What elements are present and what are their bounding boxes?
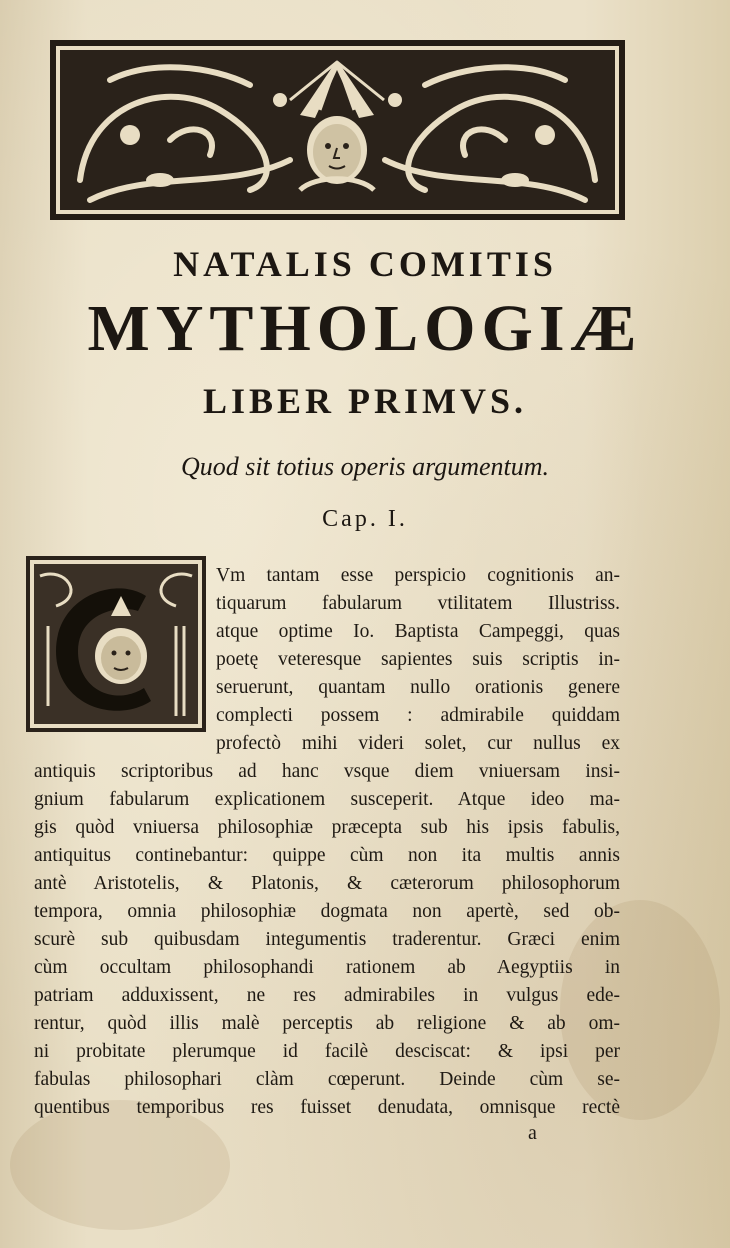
paper-stain: [10, 1100, 230, 1230]
catchword: a: [528, 1122, 537, 1144]
author-heading: NATALIS COMITIS: [173, 244, 557, 284]
body-line: seruerunt, quantam nullo orationis genere: [216, 677, 620, 698]
body-line: Vm tantam esse perspicio cognitionis an-: [216, 565, 620, 586]
chapter-heading: Cap. I.: [322, 506, 408, 532]
body-line: complecti possem : admirabile quiddam: [216, 705, 620, 726]
body-line: antiquitus continebantur: quippe cùm non ita multis annis: [34, 845, 620, 866]
body-line: atque optime Io. Baptista Campeggi, quas: [216, 621, 620, 642]
chapter-subtitle: Quod sit totius operis argumentum.: [180, 452, 550, 481]
body-line: scurè sub quibusdam integumentis traderentur. Græci enim: [34, 929, 620, 950]
ornamental-headpiece: [50, 40, 625, 220]
body-line: gnium fabularum explicationem susceperit. Atque ideo ma-: [34, 789, 620, 810]
body-line: ni probitate plerumque id facilè desciscat: & ipsi per: [34, 1041, 620, 1062]
body-line: fabulas philosophari clàm cœperunt. Deinde cùm se-: [34, 1069, 620, 1090]
body-line: patriam adduxissent, ne res admirabiles in vulgus ede-: [34, 985, 620, 1006]
body-line: antiquis scriptoribus ad hanc vsque diem vniuersam insi-: [34, 761, 620, 782]
body-line: rentur, quòd illis malè perceptis ab religione & ab om-: [34, 1013, 620, 1034]
body-line: profectò mihi videri solet, cur nullus ex: [216, 733, 620, 754]
decorated-initial-c: [26, 556, 206, 732]
body-line: antè Aristotelis, & Platonis, & cæterorum philosophorum: [34, 873, 620, 894]
body-line: tiquarum fabularum vtilitatem Illustriss.: [216, 593, 620, 614]
book-title: MYTHOLOGIÆ: [87, 292, 643, 365]
body-line: tempora, omnia philosophiæ dogmata non apertè, sed ob-: [34, 901, 620, 922]
body-line: poetę veteresque sapientes suis scriptis in-: [216, 649, 620, 670]
body-line: cùm occultam philosophandi rationem ab Aegyptiis in: [34, 957, 620, 978]
book-number: LIBER PRIMVS.: [202, 381, 528, 421]
body-line: gis quòd vniuersa philosophiæ præcepta sub his ipsis fabulis,: [34, 817, 620, 838]
body-line: quentibus temporibus res fuisset denudata, omnisque rectè: [34, 1097, 620, 1118]
